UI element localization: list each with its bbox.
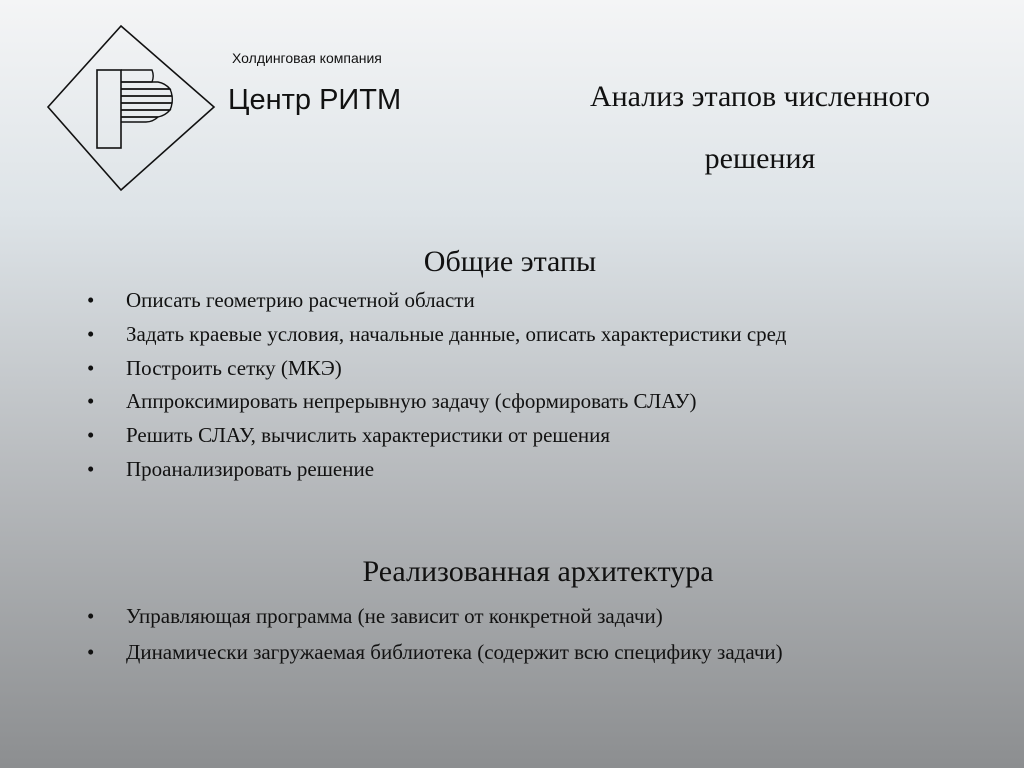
general-steps-heading: Общие этапы [423,245,597,278]
list-item: • Решить СЛАУ, вычислить характеристики от решения [0,419,786,453]
bullet-icon: • [87,321,95,346]
list-item: • Управляющая программа (не зависит от конкретной задачи) [0,598,783,634]
bullet-icon: • [87,355,95,380]
list-item: • Построить сетку (МКЭ) [0,352,786,386]
bullet-icon: • [87,288,95,312]
slide-title [540,66,980,190]
logo-letter-bowl [121,70,172,122]
bullet-icon: • [87,423,95,448]
company-subtitle: Холдинговая компания [232,50,382,66]
list-item: • Задать краевые условия, начальные данные, описать характеристики сред [0,318,786,352]
list-item: • Проанализировать решение [0,453,786,487]
architecture-list [0,598,783,670]
list-item: • Описать геометрию расчетной области [0,284,786,318]
list-item: • Аппроксимировать непрерывную задачу (сформировать СЛАУ) [0,385,786,419]
company-name: Центр РИТМ [228,84,402,116]
bullet-icon: • [87,456,95,481]
slide-title-line-2: решения [704,142,816,175]
bullet-icon: • [87,604,95,628]
architecture-heading: Реализованная архитектура [362,555,714,588]
company-logo [46,24,216,194]
logo-letter-stem [97,70,121,148]
list-item: • Динамически загружаемая библиотека (содержит всю специфику задачи) [0,634,783,670]
bullet-icon: • [87,640,95,664]
slide-title-line-1: Анализ этапов численного [589,80,931,113]
bullet-icon: • [87,389,95,414]
general-steps-list [0,284,786,487]
logo-diamond [48,26,214,190]
